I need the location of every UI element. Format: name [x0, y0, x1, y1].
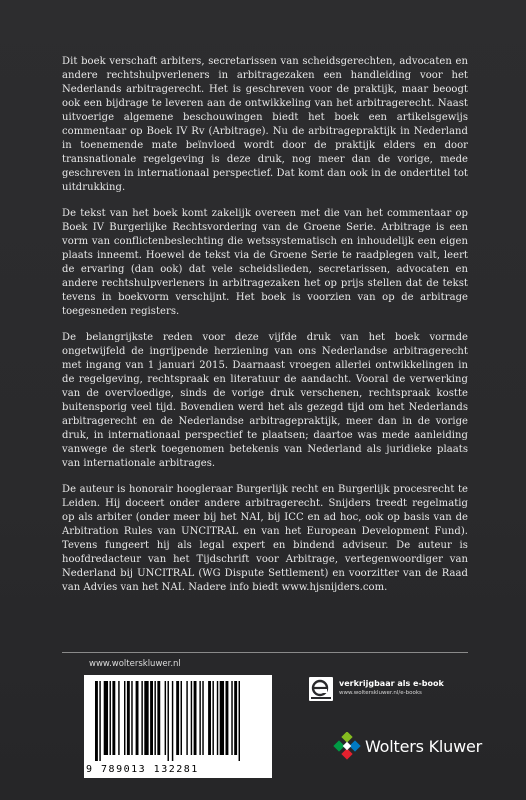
- barcode-bar: [199, 681, 200, 755]
- barcode-bar: [127, 681, 130, 755]
- publisher-name: Wolters Kluwer: [365, 737, 483, 756]
- barcode-bar: [220, 681, 224, 755]
- barcode-bars: [91, 681, 265, 761]
- barcode-bar: [110, 681, 111, 755]
- blurb-paragraph-auteur: De auteur is honorair hoogleraar Burgerlijk recht en Burgerlijk procesrecht te Leiden. Hij doceert onder andere arbitragerecht. Snijders treedt regelmatig op als arbiter (onder meer bij het NAI, bij ICC en ad hoc, ook op basis van de Arbitration Rules van UNCITRAL en van het European Development Fund). Tevens fungeert hij als legal expert en bindend adviseur. De auteur is hoofdredacteur van het Tijdschrift voor Arbitrage, vertegenwoordiger van Nederland bij UNCITRAL (WG Dispute Settlement) en voorzitter van de Raad van Advies van het NAI. Nadere info biedt www.hjsnijders.com.: [62, 484, 468, 593]
- wolters-kluwer-mark-icon: [333, 732, 361, 760]
- barcode-bar: [124, 681, 125, 755]
- barcode-bar: [95, 681, 98, 761]
- barcode-bar: [191, 681, 192, 755]
- barcode-bar: [112, 681, 115, 755]
- barcode-bar: [131, 681, 132, 755]
- barcode-bar: [186, 681, 187, 755]
- barcode-bar: [194, 681, 197, 755]
- barcode-bar: [239, 681, 240, 761]
- isbn-barcode: [84, 675, 272, 778]
- barcode-bar: [154, 681, 155, 755]
- barcode-bar: [141, 681, 142, 755]
- barcode-bar: [99, 681, 100, 761]
- blurb-paragraph-groene-serie: De tekst van het boek komt zakelijk overeen met die van het commentaar op Boek IV Burgerlijke Rechtsvordering van de Groene Serie. Arbitrage is een vorm van conflictenbeslechting die wetssystematisch en inhoudelijk een eigen plaats inneemt. Hoewel de tekst via de Groene Serie te raadplegen valt, leert de ervaring (dan ook) dat vele scheidslieden, secretarissen, advocaten en andere rechtshulpverleners in arbitragezaken het op prijs stellen dat de tekst tevens in boekvorm verschijnt. Het boek is voorzien van op de arbitrage toegesneden registers.: [62, 208, 468, 317]
- barcode-bar: [226, 681, 229, 755]
- barcode-bar: [150, 681, 153, 755]
- blurb-paragraph-intro: Dit boek verschaft arbiters, secretarissen van scheidsgerechten, advocaten en andere rechtshulpverleners in arbitragezaken een handleiding voor het Nederlands arbitragerecht. Het is geschreven voor de praktijk, maar beoogt ook een bijdrage te leveren aan de ontwikkeling van het arbitragerecht. Naast uitvoerige algemene beschouwingen biedt het boek een artikelsgewijs commentaar op Boek IV Rv (Arbitrage). Nu de arbitragepraktijk in Nederland in toenemende mate beïnvloed wordt door de praktijk elders en door transnationale regelgeving is deze druk, nog meer dan de vorige, mede geschreven in internationaal perspectief. Dat komt dan ook in de ondertitel tot uitdrukking.: [62, 56, 468, 193]
- barcode-bar: [217, 681, 218, 755]
- barcode-bar: [104, 681, 108, 755]
- blurb-text: [62, 55, 468, 605]
- barcode-bar: [172, 681, 173, 761]
- divider-line: [62, 652, 468, 653]
- barcode-bar: [157, 681, 160, 755]
- ebook-title: verkrijgbaar als e-book: [339, 679, 444, 688]
- barcode-bar: [144, 681, 148, 755]
- barcode-bar: [165, 681, 166, 755]
- barcode-bar: [202, 681, 203, 755]
- barcode-bar: [231, 681, 232, 755]
- barcode-bar: [181, 681, 182, 755]
- barcode-bar: [168, 681, 169, 761]
- barcode-bar: [118, 681, 119, 755]
- ebook-url: www.wolterskluwer.nl/e-books: [339, 690, 422, 696]
- publisher-website: www.wolterskluwer.nl: [89, 659, 181, 669]
- ebook-e-icon: [309, 677, 333, 701]
- barcode-bar: [176, 681, 179, 755]
- barcode-bar: [234, 681, 237, 755]
- barcode-digits: 9 789013 132281: [86, 764, 199, 775]
- barcode-bar: [136, 681, 139, 755]
- barcode-bar: [208, 681, 211, 755]
- barcode-bar: [212, 681, 213, 755]
- blurb-paragraph-vijfde-druk: De belangrijkste reden voor deze vijfde druk van het boek vormde ongetwijfeld de ingrijpende herziening van ons Nederlandse arbitragerecht met ingang van 1 januari 2015. Daarnaast vroegen allerlei ontwikkelingen in de regelgeving, rechtspraak en literatuur de aandacht. Vooral de verwerking van de overvloedige, sinds de vorige druk verschenen, rechtspraak kostte buitensporig veel tijd. Bovendien werd het als gezegd tijd om het Nederlands arbitragerecht en de Nederlandse arbitragepraktijk, meer dan in de vorige druk, in internationaal perspectief te plaatsen; daartoe was mede aanleiding vanwege de sterk toegenomen betekenis van Nederland als juridieke plaats van internationale arbitrages.: [62, 332, 468, 469]
